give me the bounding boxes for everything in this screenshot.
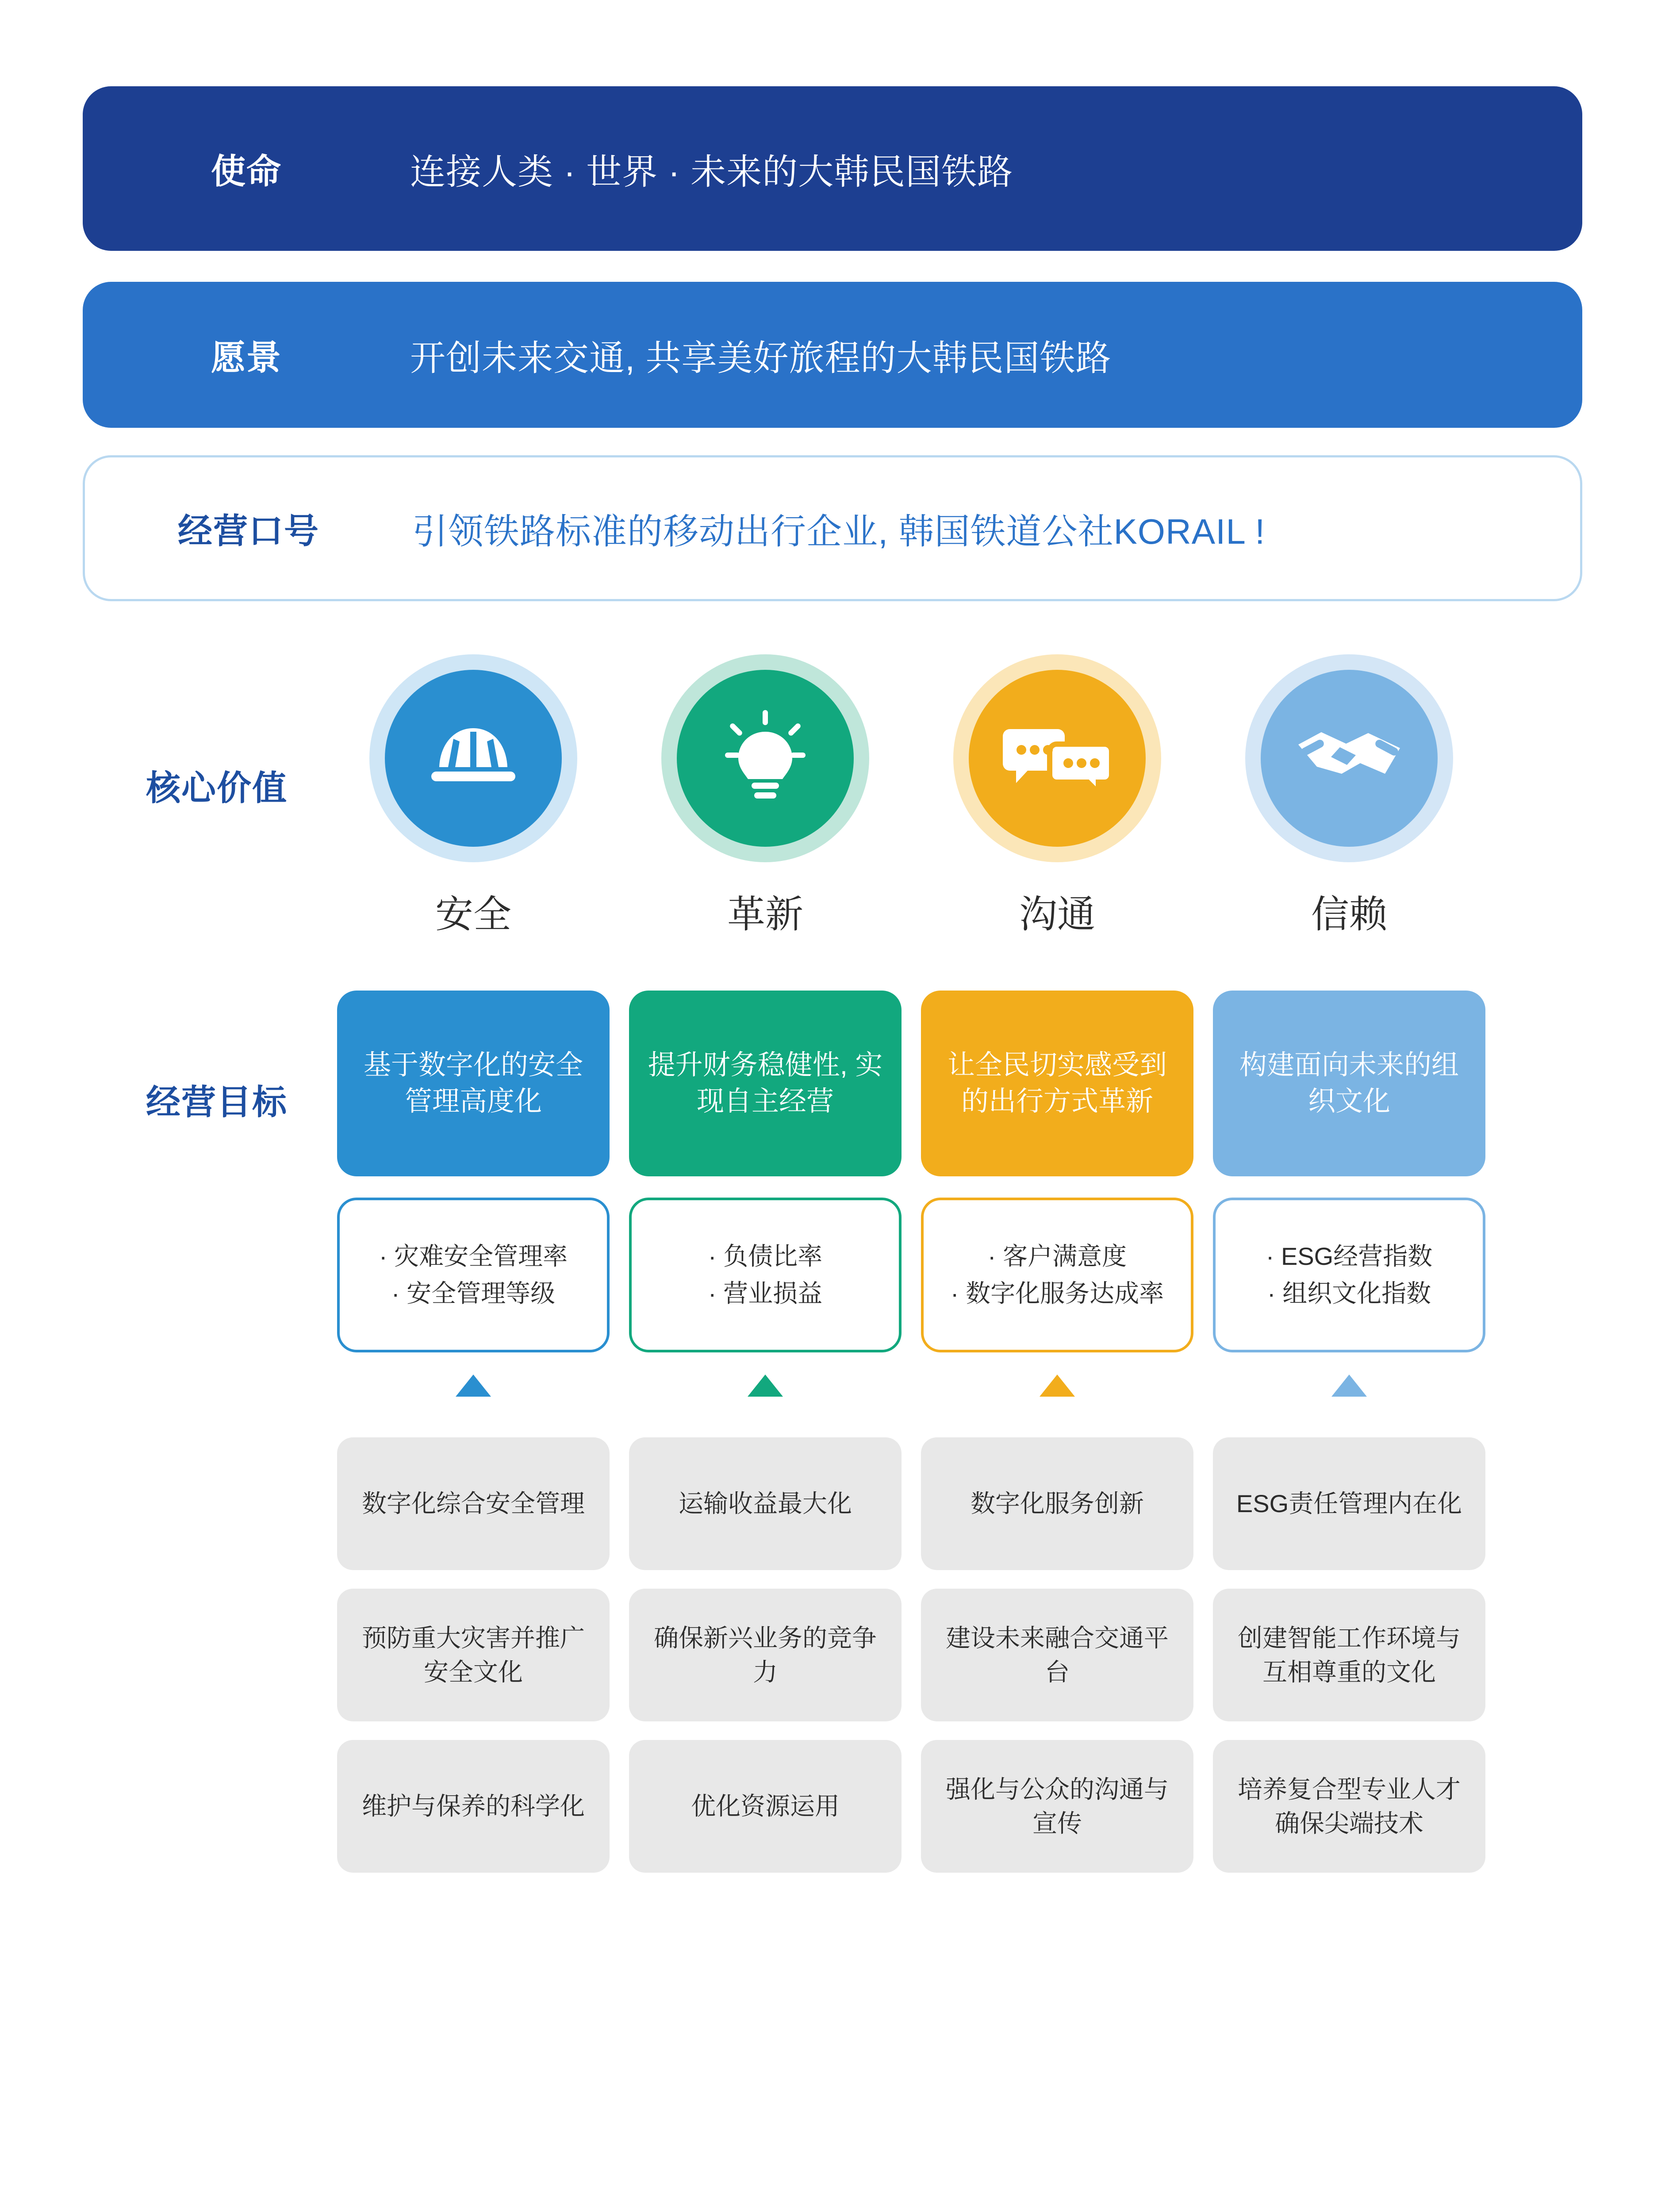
kpi-line: · 安全管理等级	[391, 1279, 556, 1307]
goal-card: 构建面向未来的组织文化	[1213, 991, 1485, 1176]
safety-helmet-icon	[422, 718, 524, 798]
speech-bubbles-icon	[1002, 718, 1113, 798]
task-card: 建设未来融合交通平台	[921, 1589, 1193, 1721]
task-card: 强化与公众的沟通与宣传	[921, 1740, 1193, 1873]
arrow-up-icon	[1213, 1352, 1485, 1419]
core-value-name: 革新	[727, 893, 803, 936]
trust-circle	[1245, 654, 1453, 862]
core-value-innovation	[619, 654, 911, 938]
task-card: 培养复合型专业人才确保尖端技术	[1213, 1740, 1485, 1873]
kpi-line: · 数字化服务达成率	[950, 1279, 1164, 1307]
slogan-banner	[83, 455, 1582, 601]
vision-banner	[83, 282, 1582, 428]
safety-circle	[369, 654, 577, 862]
kpi-line: · 客户满意度	[987, 1242, 1127, 1270]
core-value-name: 信赖	[1311, 893, 1387, 936]
core-value-trust	[1203, 654, 1495, 938]
communication-circle	[953, 654, 1161, 862]
korail-strategy-infographic	[0, 86, 1665, 2212]
kpi-card	[629, 1198, 902, 1352]
goal-column	[1203, 991, 1495, 1873]
mission-text: 连接人类 · 世界 · 未来的大韩民国铁路	[410, 152, 1013, 192]
goal-column	[619, 991, 911, 1873]
communication-circle-inner	[969, 670, 1146, 847]
vision-text: 开创未来交通, 共享美好旅程的大韩民国铁路	[410, 338, 1112, 378]
slogan-label: 经营口号	[177, 511, 319, 550]
task-card: 创建智能工作环境与互相尊重的文化	[1213, 1589, 1485, 1721]
core-value-name: 安全	[435, 893, 511, 936]
task-card: 数字化综合安全管理	[337, 1437, 610, 1570]
goal-column	[327, 991, 619, 1873]
core-value-safety	[327, 654, 619, 938]
task-card: 维护与保养的科学化	[337, 1740, 610, 1873]
kpi-line: · ESG经营指数	[1266, 1242, 1433, 1270]
core-value-communication	[911, 654, 1203, 938]
goal-card: 基于数字化的安全管理高度化	[337, 991, 610, 1176]
slogan-text: 引领铁路标准的移动出行企业, 韩国铁道公社KORAIL !	[412, 511, 1266, 551]
arrow-up-icon	[337, 1352, 610, 1419]
trust-circle-inner	[1261, 670, 1438, 847]
task-card: 数字化服务创新	[921, 1437, 1193, 1570]
core-values-section	[0, 654, 1665, 964]
task-card: 确保新兴业务的竞争力	[629, 1589, 902, 1721]
goal-card: 提升财务稳健性, 实现自主经营	[629, 991, 902, 1176]
safety-circle-inner	[385, 670, 562, 847]
innovation-circle-inner	[677, 670, 854, 847]
goal-column	[911, 991, 1203, 1873]
core-values-label: 核心价值	[146, 768, 288, 807]
goals-label: 经营目标	[146, 1083, 288, 1121]
vision-label: 愿景	[211, 338, 282, 377]
innovation-circle	[661, 654, 869, 862]
task-card: 预防重大灾害并推广安全文化	[337, 1589, 610, 1721]
kpi-line: · 负债比率	[708, 1242, 823, 1270]
core-value-name: 沟通	[1019, 893, 1095, 936]
goal-card: 让全民切实感受到的出行方式革新	[921, 991, 1193, 1176]
arrow-up-icon	[629, 1352, 902, 1419]
goals-section	[0, 991, 1665, 1873]
arrow-up-icon	[921, 1352, 1193, 1419]
kpi-line: · 营业损益	[708, 1279, 823, 1307]
mission-banner	[83, 86, 1582, 251]
mission-label: 使命	[211, 152, 282, 191]
task-card: ESG责任管理内在化	[1213, 1437, 1485, 1570]
handshake-icon	[1294, 721, 1404, 796]
kpi-card	[921, 1198, 1193, 1352]
kpi-card	[1213, 1198, 1485, 1352]
kpi-card	[337, 1198, 610, 1352]
task-card: 运输收益最大化	[629, 1437, 902, 1570]
lightbulb-icon	[719, 707, 812, 809]
kpi-line: · 组织文化指数	[1267, 1279, 1431, 1307]
kpi-line: · 灾难安全管理率	[379, 1242, 568, 1270]
goals-grid	[327, 991, 1495, 1873]
core-values-row	[327, 654, 1495, 938]
task-card: 优化资源运用	[629, 1740, 902, 1873]
